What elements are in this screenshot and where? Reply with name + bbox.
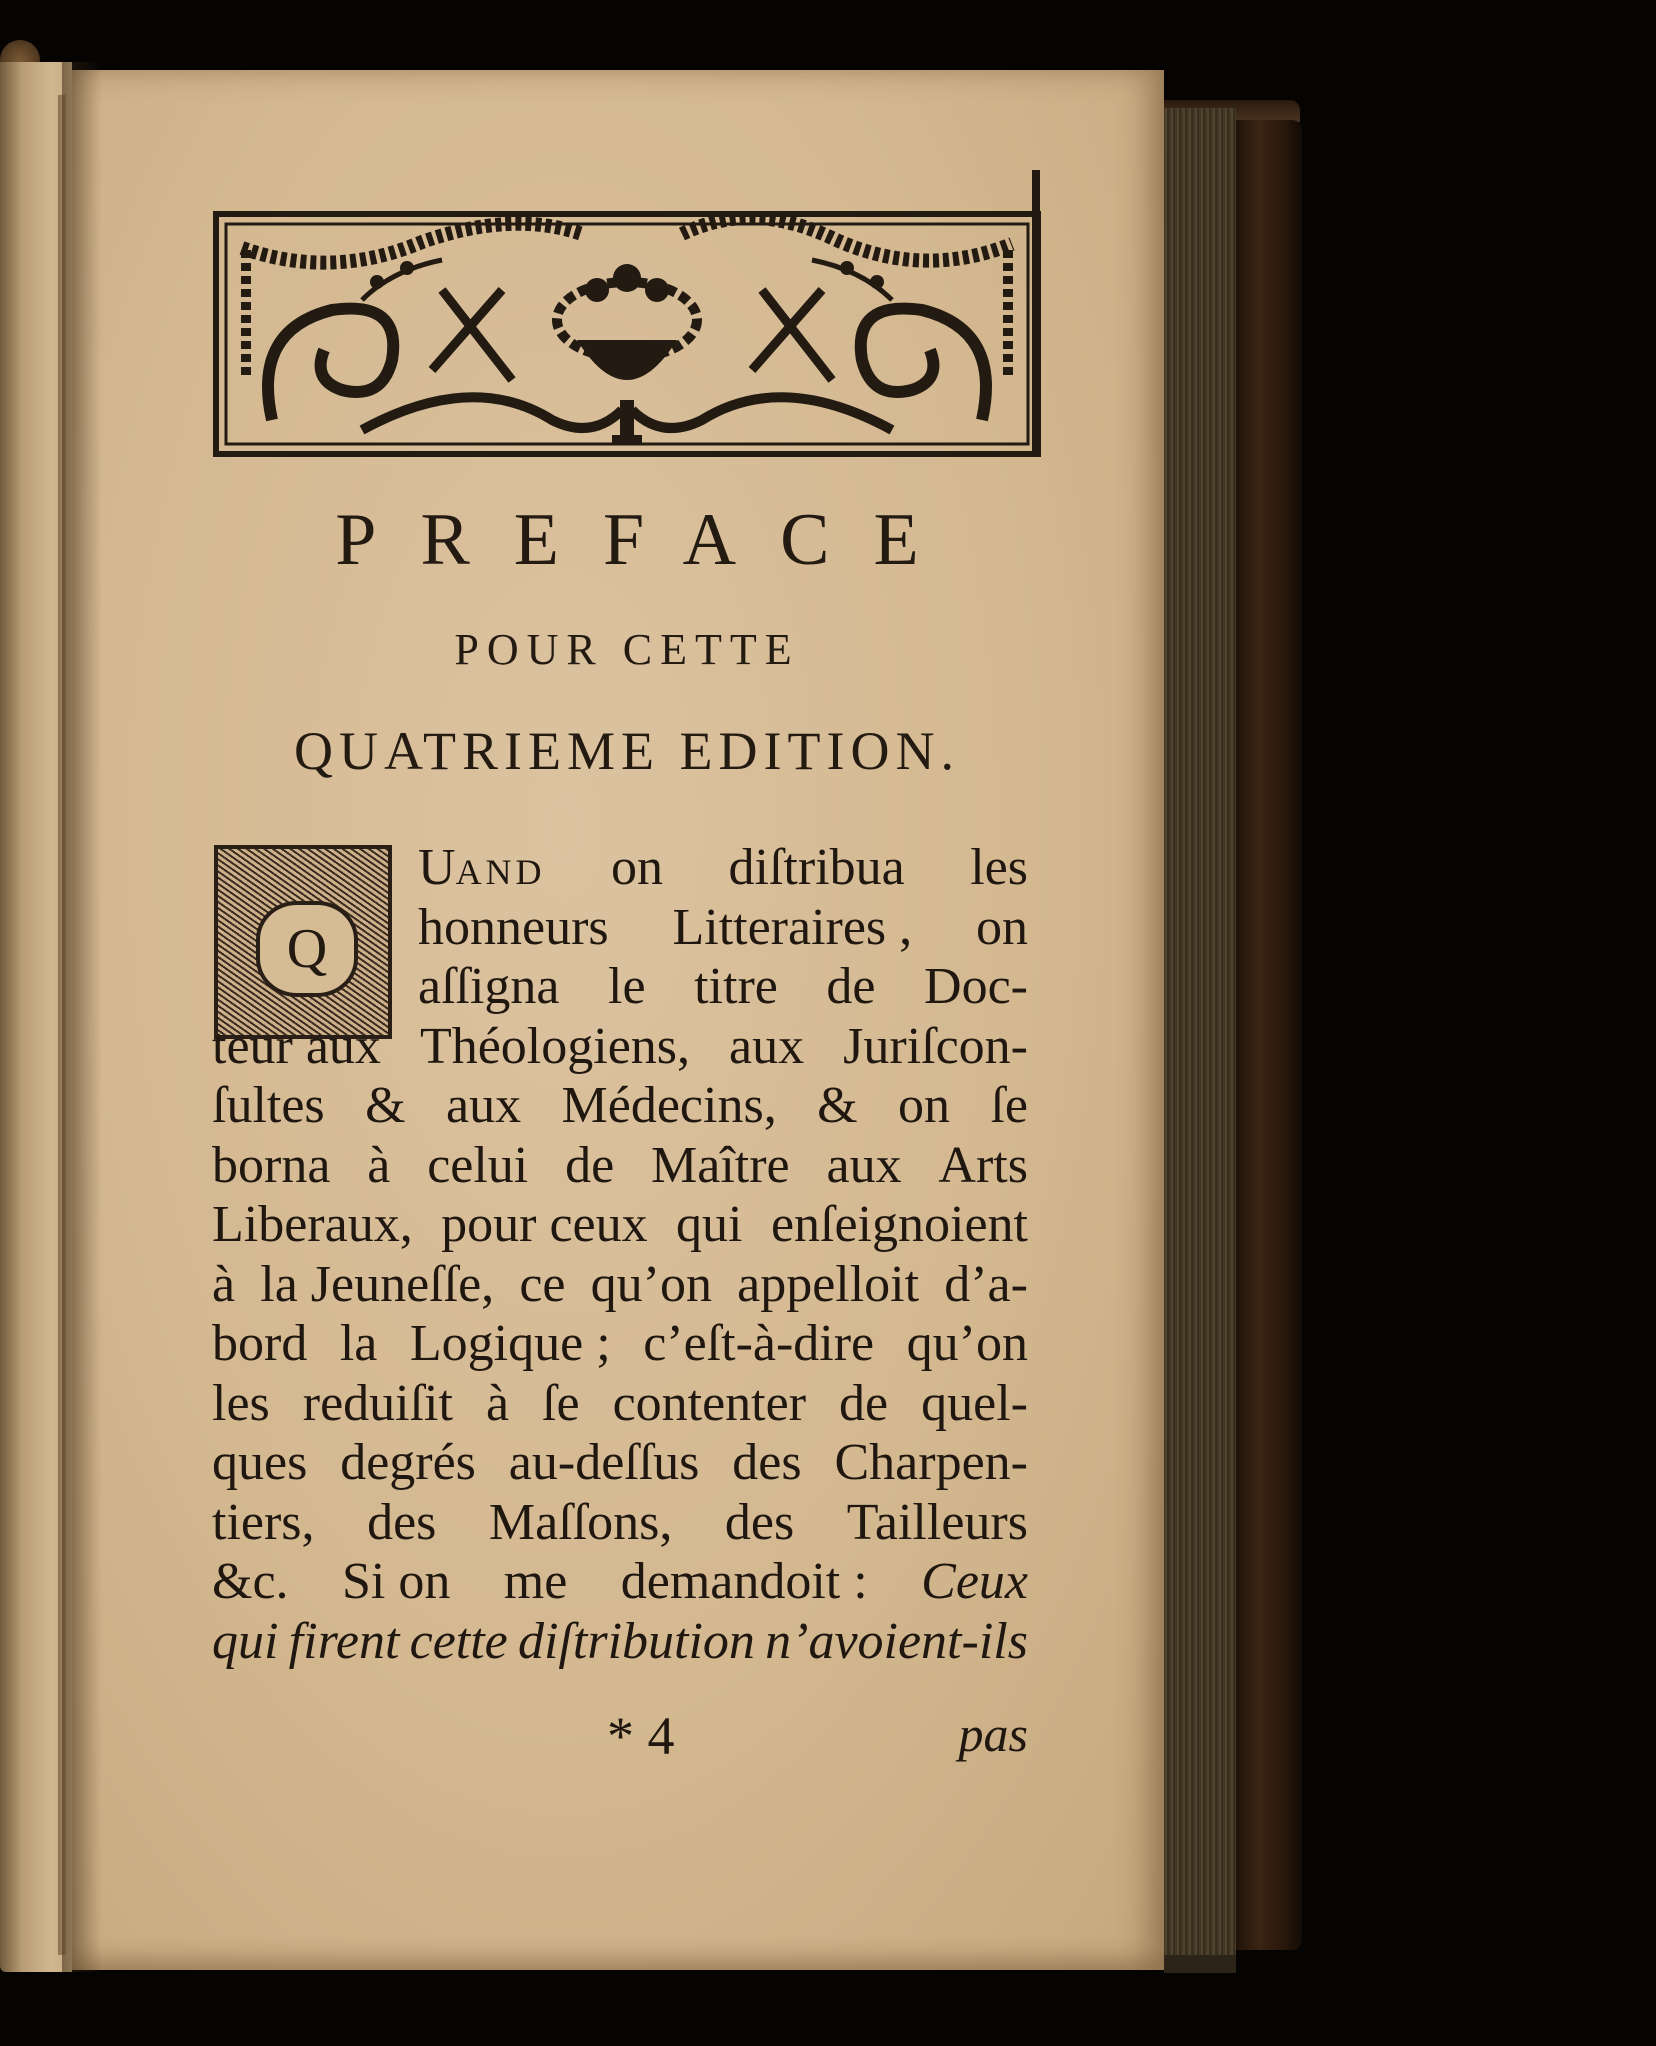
text-line bbox=[212, 1433, 1028, 1493]
text-word: ce bbox=[519, 1255, 566, 1313]
text-word: à bbox=[367, 1136, 391, 1194]
text-line bbox=[212, 1195, 1028, 1255]
text-word: à bbox=[485, 1374, 510, 1432]
text-word: Juriſcon- bbox=[843, 1017, 1028, 1075]
page-footer bbox=[212, 1705, 1028, 1765]
text-word: borna bbox=[212, 1136, 331, 1194]
text-word: Logique ; bbox=[409, 1315, 611, 1372]
text-line bbox=[212, 1017, 1028, 1077]
dropcap-letter: Q bbox=[256, 901, 358, 997]
text-line bbox=[212, 1136, 1028, 1196]
text-word: ques bbox=[212, 1434, 308, 1491]
text-word: la Jeuneſſe, bbox=[260, 1255, 495, 1313]
text-word: de bbox=[565, 1136, 615, 1194]
text-word: les bbox=[970, 839, 1028, 896]
gutter-shadow bbox=[62, 62, 102, 1972]
text-line bbox=[418, 838, 1028, 898]
text-word: de bbox=[826, 958, 876, 1015]
text-word: ſe bbox=[990, 1077, 1028, 1134]
text-word: appelloit bbox=[737, 1255, 920, 1313]
text-word: les bbox=[212, 1374, 270, 1432]
text-word: aux bbox=[729, 1017, 805, 1075]
text-word: Médecins, bbox=[561, 1077, 777, 1134]
text-line bbox=[212, 1374, 1028, 1434]
signature-mark: * 4 bbox=[607, 1706, 675, 1766]
text-word: degrés bbox=[340, 1434, 476, 1491]
text-word: le bbox=[608, 958, 646, 1015]
text-word: ſultes bbox=[212, 1077, 325, 1134]
text-line bbox=[212, 1255, 1028, 1315]
text-line bbox=[212, 1314, 1028, 1374]
text-word: Ceux bbox=[921, 1553, 1028, 1610]
text-word: à bbox=[212, 1255, 236, 1313]
text-word: des bbox=[732, 1434, 802, 1491]
text-word: on bbox=[611, 839, 664, 896]
text-word: Liberaux, bbox=[212, 1196, 413, 1253]
page-block-bottom bbox=[1164, 1955, 1236, 1973]
text-word: Doc- bbox=[924, 958, 1028, 1015]
text-word: n’avoient-ils bbox=[765, 1612, 1028, 1670]
headpiece-ornament bbox=[212, 170, 1047, 462]
page-block-edges bbox=[1164, 108, 1236, 1968]
text-word: & bbox=[365, 1077, 406, 1134]
text-word: des bbox=[724, 1493, 795, 1551]
text-word: Maſſons, bbox=[488, 1493, 673, 1551]
ornament-graphic bbox=[212, 170, 1047, 462]
text-word: qui bbox=[212, 1612, 279, 1670]
catchword: pas bbox=[958, 1706, 1028, 1762]
text-word: & bbox=[817, 1077, 858, 1134]
text-word: ſe bbox=[542, 1374, 580, 1432]
text-word: au-deſſus bbox=[508, 1434, 700, 1491]
text-word: titre bbox=[694, 958, 778, 1015]
text-word: qui bbox=[676, 1196, 743, 1253]
text-line bbox=[212, 1493, 1028, 1553]
text-word: Arts bbox=[938, 1136, 1028, 1194]
text-word: celui bbox=[427, 1136, 529, 1194]
text-word: des bbox=[367, 1493, 437, 1551]
text-word: pour ceux bbox=[441, 1196, 648, 1253]
text-word: tiers, bbox=[212, 1493, 315, 1551]
text-word: on bbox=[976, 898, 1028, 956]
text-word: &c. bbox=[212, 1553, 289, 1610]
text-line bbox=[212, 1612, 1028, 1672]
text-word: demandoit : bbox=[620, 1553, 868, 1610]
text-word: Maître bbox=[651, 1136, 790, 1194]
heading-quatrieme-edition: QUATRIEME EDITION. bbox=[294, 721, 960, 781]
text-word: contenter bbox=[612, 1374, 807, 1432]
text-word: firent bbox=[288, 1612, 400, 1670]
text-word: UAND bbox=[418, 839, 546, 896]
text-word: cette bbox=[409, 1612, 508, 1670]
text-word: aux bbox=[826, 1136, 902, 1194]
text-word: Si on bbox=[341, 1553, 451, 1610]
text-word: Litteraires , bbox=[672, 898, 913, 956]
text-word: d’a- bbox=[944, 1255, 1028, 1313]
text-word: la bbox=[339, 1315, 378, 1372]
text-word: de bbox=[839, 1374, 889, 1432]
text-word: aſſigna bbox=[418, 958, 560, 1015]
text-word: diſtribua bbox=[728, 839, 905, 896]
text-line bbox=[418, 957, 1028, 1017]
text-word: on bbox=[898, 1077, 951, 1134]
text-word: qu’on bbox=[590, 1255, 712, 1313]
text-word: reduiſit bbox=[302, 1374, 453, 1432]
text-word: teur aux bbox=[212, 1017, 381, 1075]
text-word: qu’on bbox=[906, 1315, 1028, 1372]
heading-preface: PREFACE bbox=[335, 499, 963, 581]
text-word: Théologiens, bbox=[419, 1017, 691, 1075]
text-word: me bbox=[503, 1553, 568, 1610]
cover-edge bbox=[1236, 120, 1302, 1950]
heading-pour-cette: POUR CETTE bbox=[454, 625, 800, 674]
text-word: bord bbox=[212, 1315, 308, 1372]
text-word: Charpen- bbox=[834, 1434, 1028, 1491]
text-line bbox=[418, 898, 1028, 958]
text-word: quel- bbox=[921, 1374, 1028, 1432]
text-word: enſeignoient bbox=[770, 1196, 1028, 1253]
text-word: Tailleurs bbox=[846, 1493, 1028, 1551]
text-word: honneurs bbox=[418, 898, 609, 956]
text-word: c’eſt-à-dire bbox=[643, 1315, 875, 1372]
text-line bbox=[212, 1076, 1028, 1136]
text-line bbox=[212, 1552, 1028, 1612]
body-text bbox=[212, 838, 1028, 1671]
text-word: aux bbox=[446, 1077, 522, 1134]
text-word: diſtribution bbox=[517, 1612, 755, 1670]
